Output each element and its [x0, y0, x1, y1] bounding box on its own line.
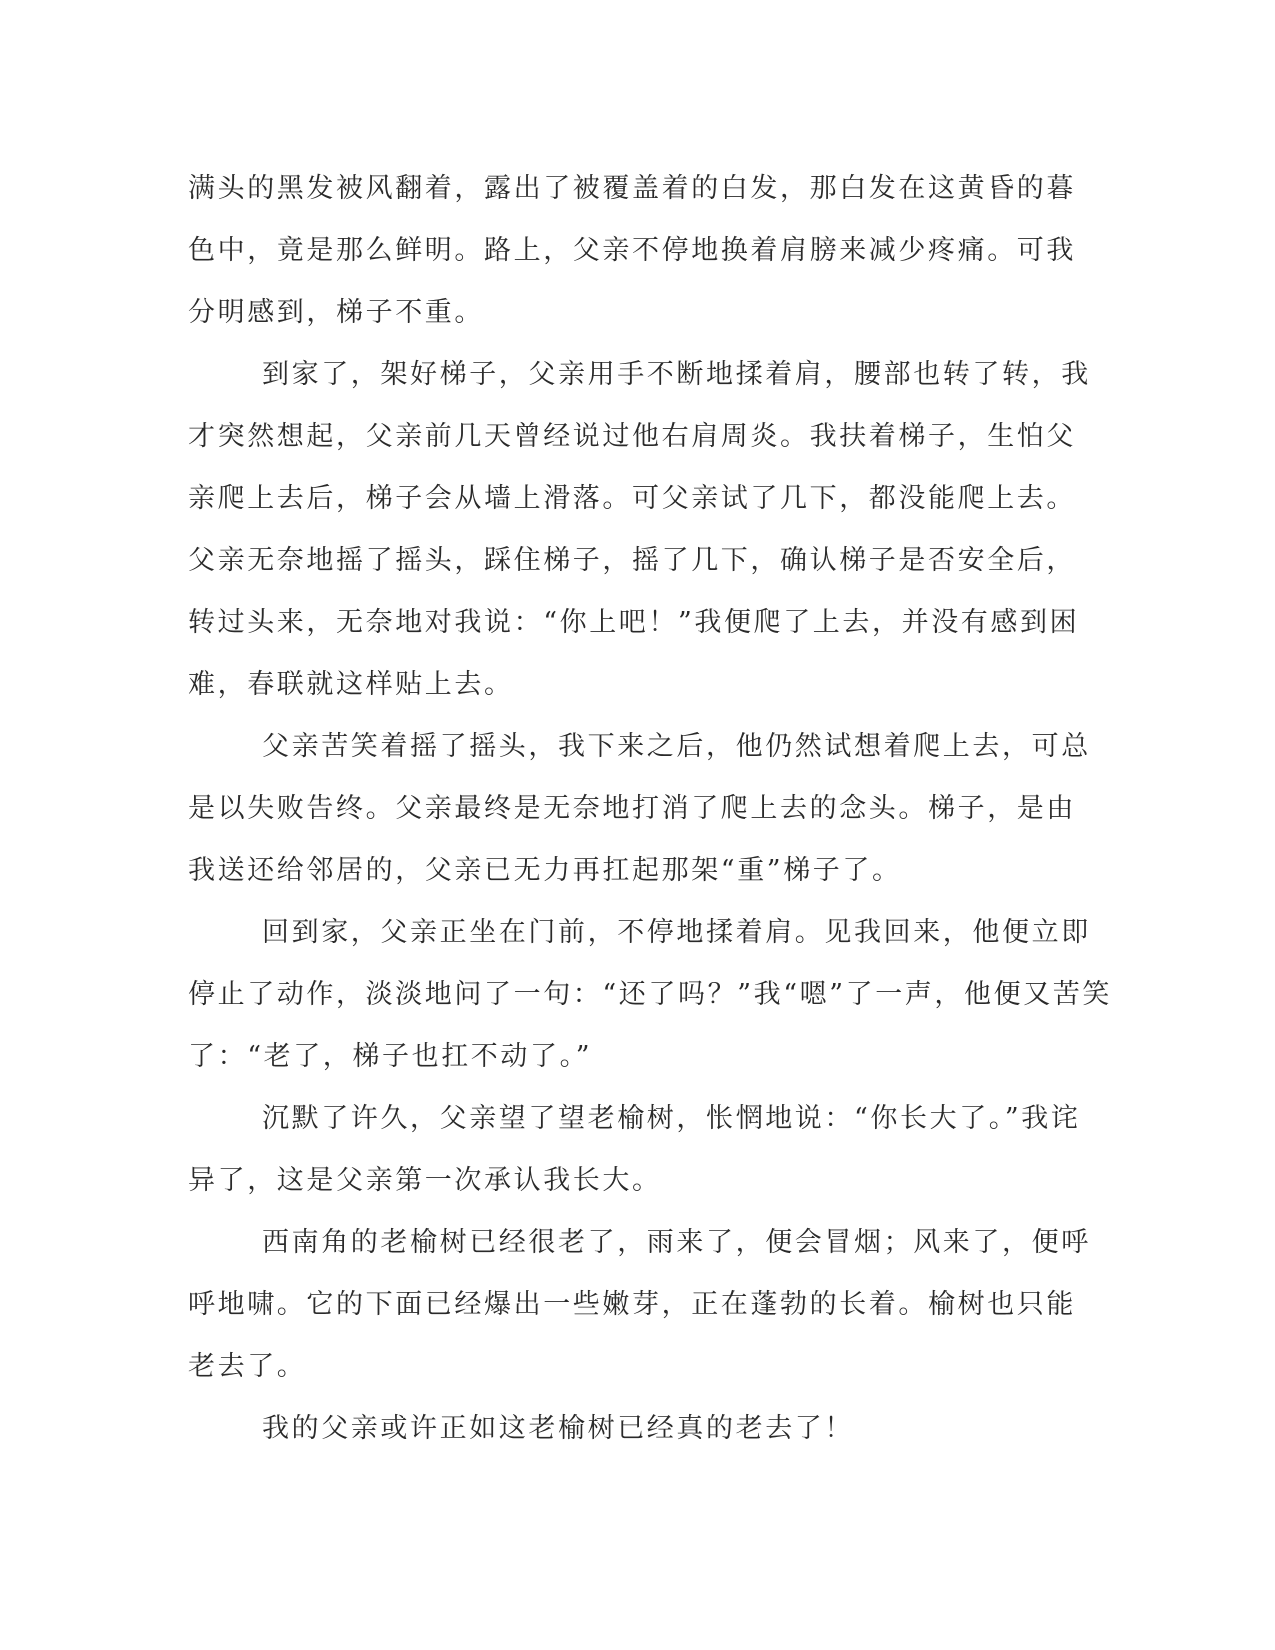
document-body: [188, 158, 1113, 1460]
text-line: 转过头来，无奈地对我说：“你上吧！”我便爬了上去，并没有感到困: [188, 607, 1080, 638]
text-line: 难，春联就这样贴上去。: [188, 669, 514, 700]
paragraph-start-line: 到家了，架好梯子，父亲用手不断地揉着肩，腰部也转了转，我: [262, 359, 1091, 390]
text-line: 色中，竟是那么鲜明。路上，父亲不停地换着肩膀来减少疼痛。可我: [188, 235, 1076, 266]
text-line: 停止了动作，淡淡地问了一句：“还了吗？”我“嗯”了一声，他便又苦笑: [188, 979, 1113, 1010]
text-line: 满头的黑发被风翻着，露出了被覆盖着的白发，那白发在这黄昏的暮: [188, 173, 1076, 204]
text-line: 亲爬上去后，梯子会从墙上滑落。可父亲试了几下，都没能爬上去。: [188, 483, 1076, 514]
text-line: 异了，这是父亲第一次承认我长大。: [188, 1165, 662, 1196]
paragraph-start-line: 我的父亲或许正如这老榆树已经真的老去了！: [262, 1413, 854, 1444]
paragraph-start-line: 父亲苦笑着摇了摇头，我下来之后，他仍然试想着爬上去，可总: [262, 731, 1091, 762]
text-line: 我送还给邻居的，父亲已无力再扛起那架“重”梯子了。: [188, 855, 902, 886]
paragraph-start-line: 回到家，父亲正坐在门前，不停地揉着肩。见我回来，他便立即: [262, 917, 1091, 948]
text-line: 是以失败告终。父亲最终是无奈地打消了爬上去的念头。梯子，是由: [188, 793, 1076, 824]
text-line: 老去了。: [188, 1351, 307, 1382]
text-line: 呼地啸。它的下面已经爆出一些嫩芽，正在蓬勃的长着。榆树也只能: [188, 1289, 1076, 1320]
text-line: 父亲无奈地摇了摇头，踩住梯子，摇了几下，确认梯子是否安全后，: [188, 545, 1076, 576]
text-line: 了：“老了，梯子也扛不动了。”: [188, 1041, 593, 1072]
paragraph-start-line: 沉默了许久，父亲望了望老榆树，怅惘地说：“你长大了。”我诧: [262, 1103, 1081, 1134]
paragraph-start-line: 西南角的老榆树已经很老了，雨来了，便会冒烟；风来了，便呼: [262, 1227, 1091, 1258]
text-line: 才突然想起，父亲前几天曾经说过他右肩周炎。我扶着梯子，生怕父: [188, 421, 1076, 452]
text-line: 分明感到，梯子不重。: [188, 297, 484, 328]
